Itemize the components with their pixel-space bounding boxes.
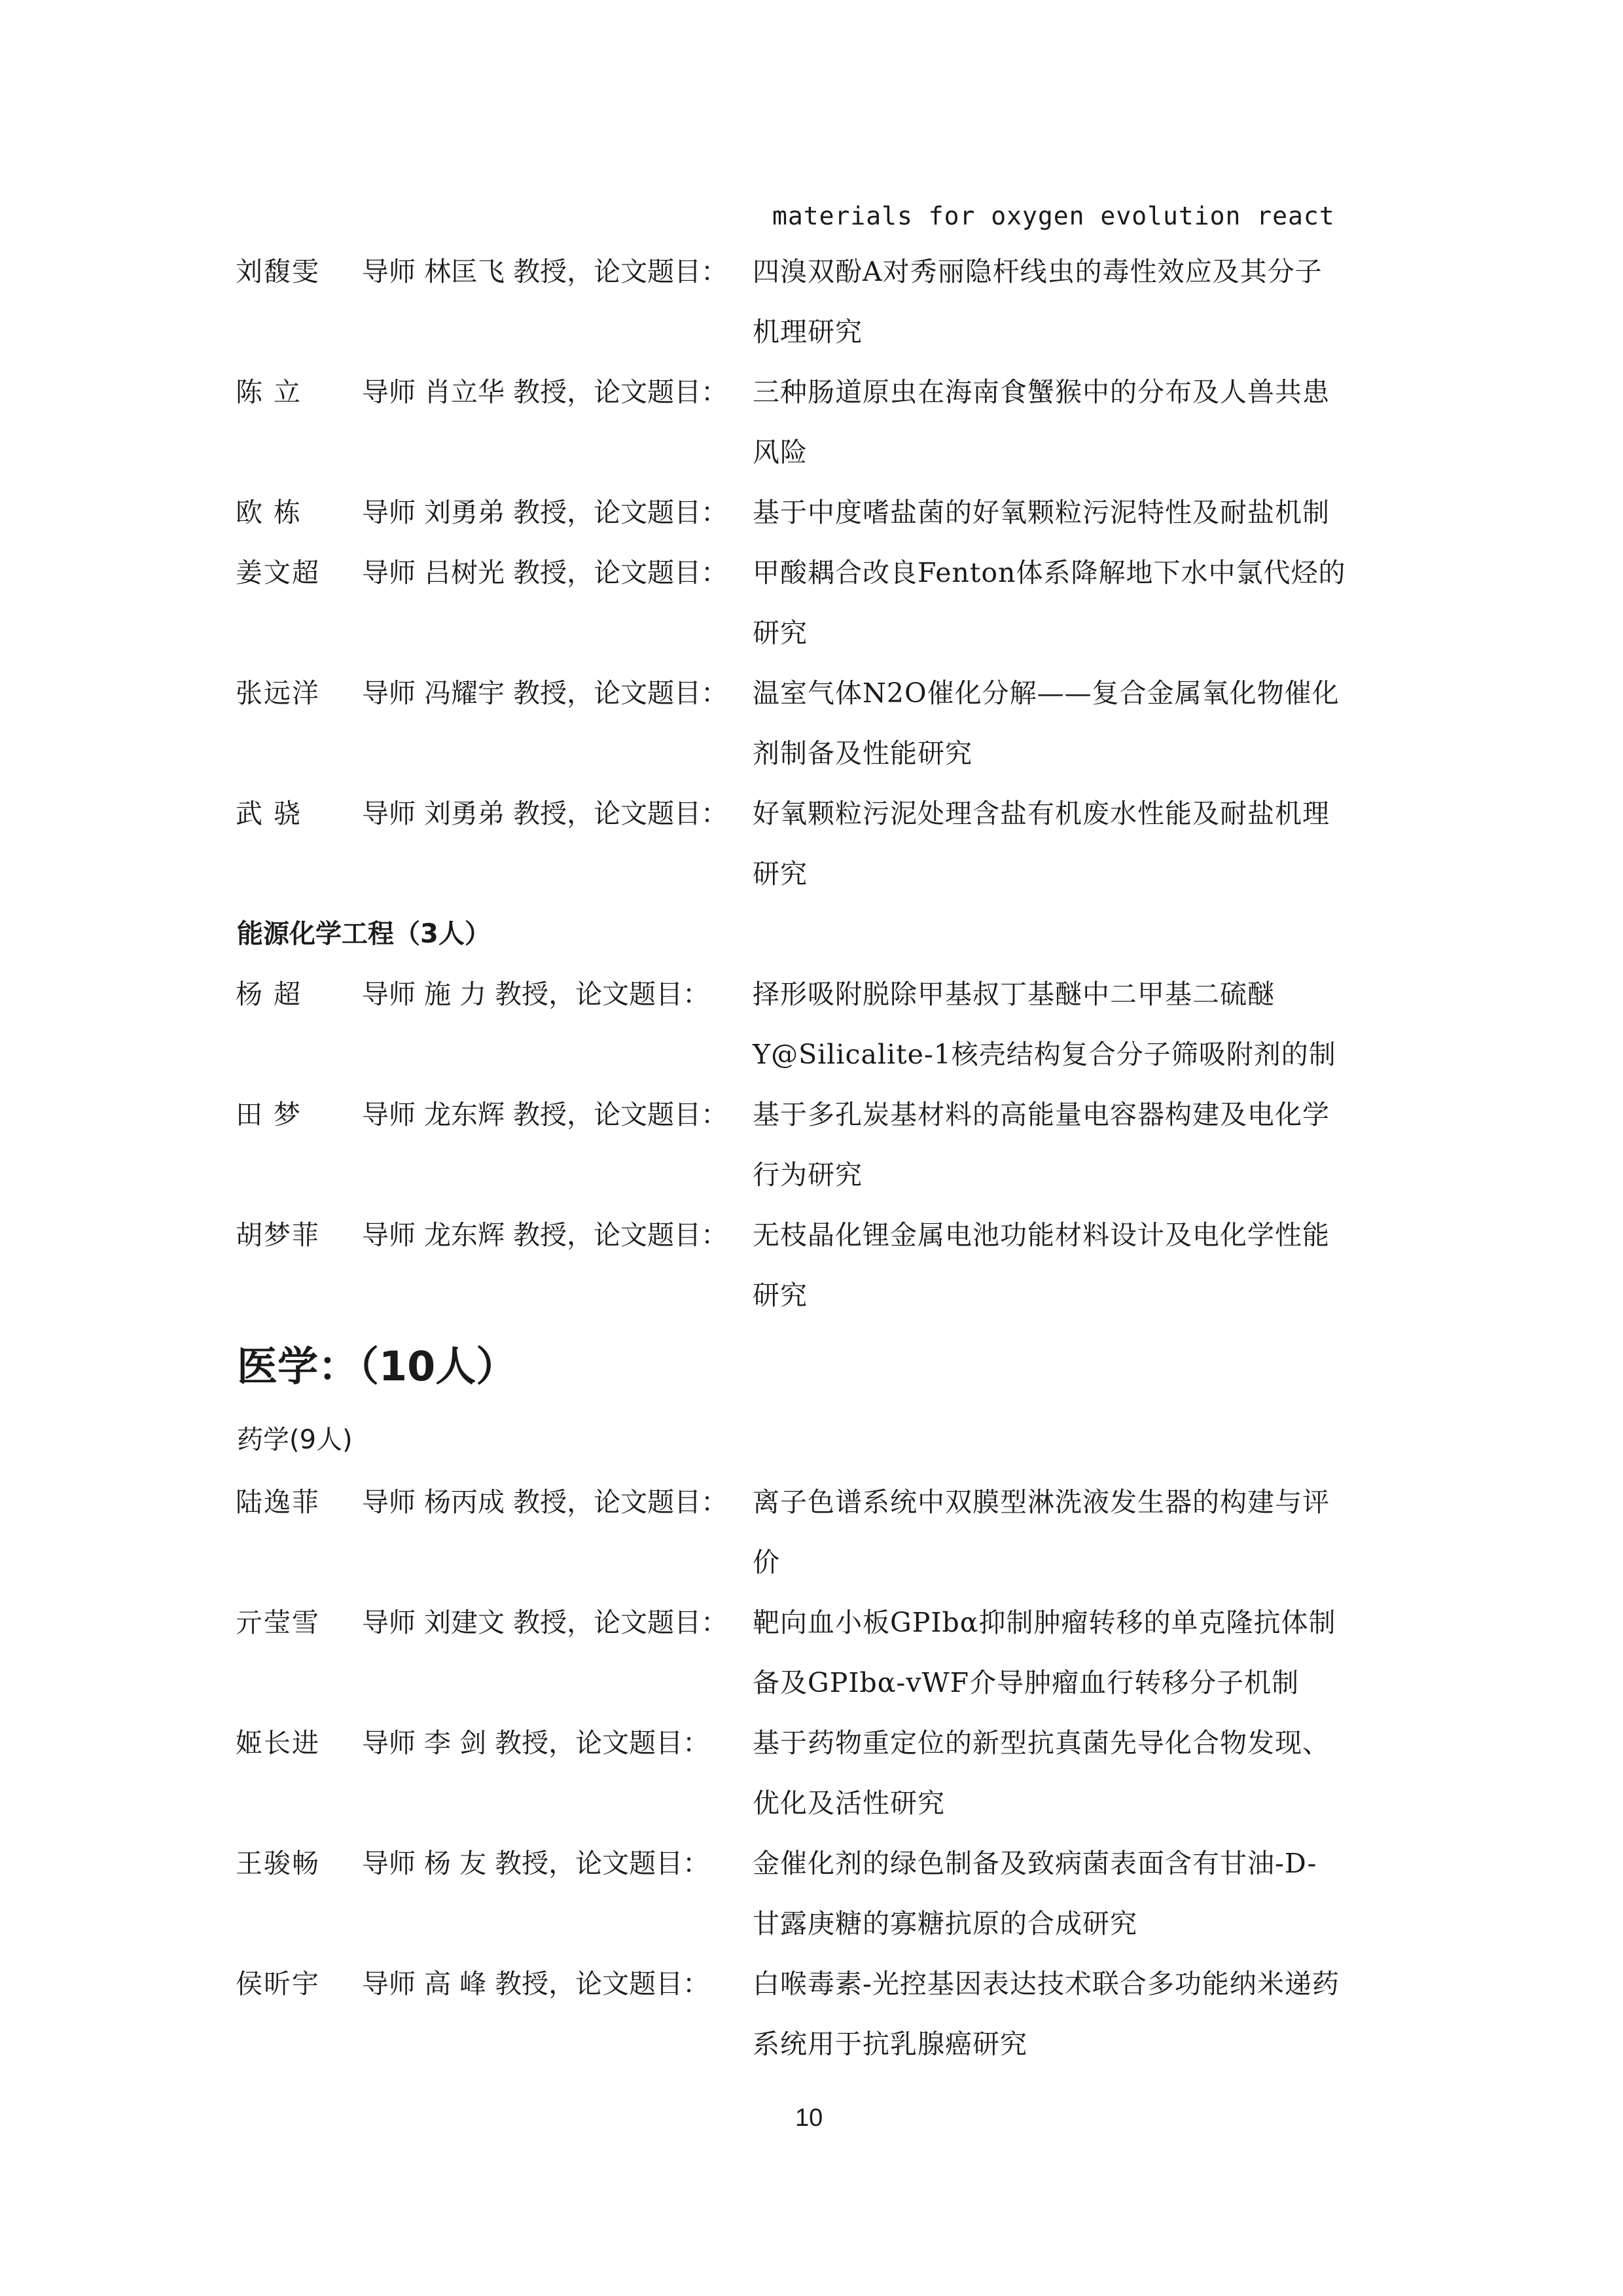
student-name: 陈 立 <box>236 376 302 408</box>
thesis-title: 基于中度嗜盐菌的好氧颗粒污泥特性及耐盐机制 <box>753 497 1330 528</box>
student-name: 田 梦 <box>236 1099 302 1130</box>
thesis-title: 择形吸附脱除甲基叔丁基醚中二甲基二硫醚 <box>753 978 1275 1010</box>
student-name: 姜文超 <box>236 557 320 588</box>
student-name: 刘馥雯 <box>236 256 320 287</box>
section-heading-pharmacy: 药学(9人) <box>237 1425 353 1455</box>
thesis-title-cont: 备及GPIbα-vWF介导肿瘤血行转移分子机制 <box>753 1667 1300 1698</box>
section-heading-medicine: 医学：（10人） <box>237 1342 517 1390</box>
thesis-title-cont: Y@Silicalite-1核壳结构复合分子筛吸附剂的制 <box>753 1039 1336 1070</box>
advisor-label: 导师 刘建文 教授，论文题目： <box>362 1607 728 1638</box>
thesis-title-cont: 机理研究 <box>753 316 863 348</box>
student-name: 陆逸菲 <box>236 1486 320 1518</box>
advisor-label: 导师 吕树光 教授，论文题目： <box>362 557 728 588</box>
thesis-title: 甲酸耦合改良Fenton体系降解地下水中氯代烃的 <box>753 557 1346 588</box>
section-heading-energy: 能源化学工程（3人） <box>237 919 491 949</box>
advisor-label: 导师 刘勇弟 教授，论文题目： <box>362 798 728 829</box>
advisor-label: 导师 刘勇弟 教授，论文题目： <box>362 497 728 528</box>
thesis-title: 温室气体N2O催化分解——复合金属氧化物催化 <box>753 677 1340 709</box>
thesis-title-cont: 优化及活性研究 <box>753 1787 945 1819</box>
thesis-title: 四溴双酚A对秀丽隐杆线虫的毒性效应及其分子 <box>753 256 1323 287</box>
student-name: 胡梦菲 <box>236 1219 320 1251</box>
thesis-title: 基于药物重定位的新型抗真菌先导化合物发现、 <box>753 1727 1330 1759</box>
advisor-label: 导师 冯耀宇 教授，论文题目： <box>362 677 728 709</box>
thesis-title-cont: 价 <box>753 1547 780 1578</box>
thesis-title-cont: 风险 <box>753 437 808 468</box>
thesis-title-cont: 系统用于抗乳腺癌研究 <box>753 2028 1027 2060</box>
thesis-title-cont: 剂制备及性能研究 <box>753 738 972 769</box>
thesis-title-cont: 研究 <box>753 1280 808 1311</box>
thesis-title-cont: 研究 <box>753 617 808 649</box>
advisor-label: 导师 李 剑 教授，论文题目： <box>362 1727 710 1759</box>
advisor-label: 导师 杨 友 教授，论文题目： <box>362 1848 710 1879</box>
thesis-title: 离子色谱系统中双膜型淋洗液发生器的构建与评 <box>753 1486 1330 1518</box>
advisor-label: 导师 肖立华 教授，论文题目： <box>362 376 728 408</box>
student-name: 亓莹雪 <box>236 1607 320 1638</box>
thesis-title: 好氧颗粒污泥处理含盐有机废水性能及耐盐机理 <box>753 798 1330 829</box>
page-number: 10 <box>795 2104 823 2132</box>
thesis-title-cont: 甘露庚糖的寡糖抗原的合成研究 <box>753 1908 1137 1939</box>
thesis-title: 基于多孔炭基材料的高能量电容器构建及电化学 <box>753 1099 1330 1130</box>
advisor-label: 导师 林匡飞 教授，论文题目： <box>362 256 728 287</box>
thesis-title: 靶向血小板GPIbα抑制肿瘤转移的单克隆抗体制 <box>753 1607 1336 1638</box>
advisor-label: 导师 龙东辉 教授，论文题目： <box>362 1099 728 1130</box>
student-name: 张远洋 <box>236 677 320 709</box>
student-name: 武 骁 <box>236 798 302 829</box>
advisor-label: 导师 高 峰 教授，论文题目： <box>362 1968 710 2000</box>
advisor-label: 导师 杨丙成 教授，论文题目： <box>362 1486 728 1518</box>
thesis-title: 三种肠道原虫在海南食蟹猴中的分布及人兽共患 <box>753 376 1330 408</box>
student-name: 侯昕宇 <box>236 1968 320 2000</box>
advisor-label: 导师 施 力 教授，论文题目： <box>362 978 710 1010</box>
student-name: 王骏畅 <box>236 1848 320 1879</box>
thesis-title: 无枝晶化锂金属电池功能材料设计及电化学性能 <box>753 1219 1330 1251</box>
advisor-label: 导师 龙东辉 教授，论文题目： <box>362 1219 728 1251</box>
student-name: 姬长进 <box>236 1727 320 1759</box>
student-name: 杨 超 <box>236 978 302 1010</box>
thesis-title: 金催化剂的绿色制备及致病菌表面含有甘油-D- <box>753 1848 1317 1879</box>
thesis-title: 白喉毒素-光控基因表达技术联合多功能纳米递药 <box>753 1968 1340 2000</box>
student-name: 欧 栋 <box>236 497 302 528</box>
thesis-title-cont: 研究 <box>753 858 808 889</box>
continuation-text: materials for oxygen evolution react <box>772 202 1335 230</box>
thesis-title-cont: 行为研究 <box>753 1159 863 1191</box>
